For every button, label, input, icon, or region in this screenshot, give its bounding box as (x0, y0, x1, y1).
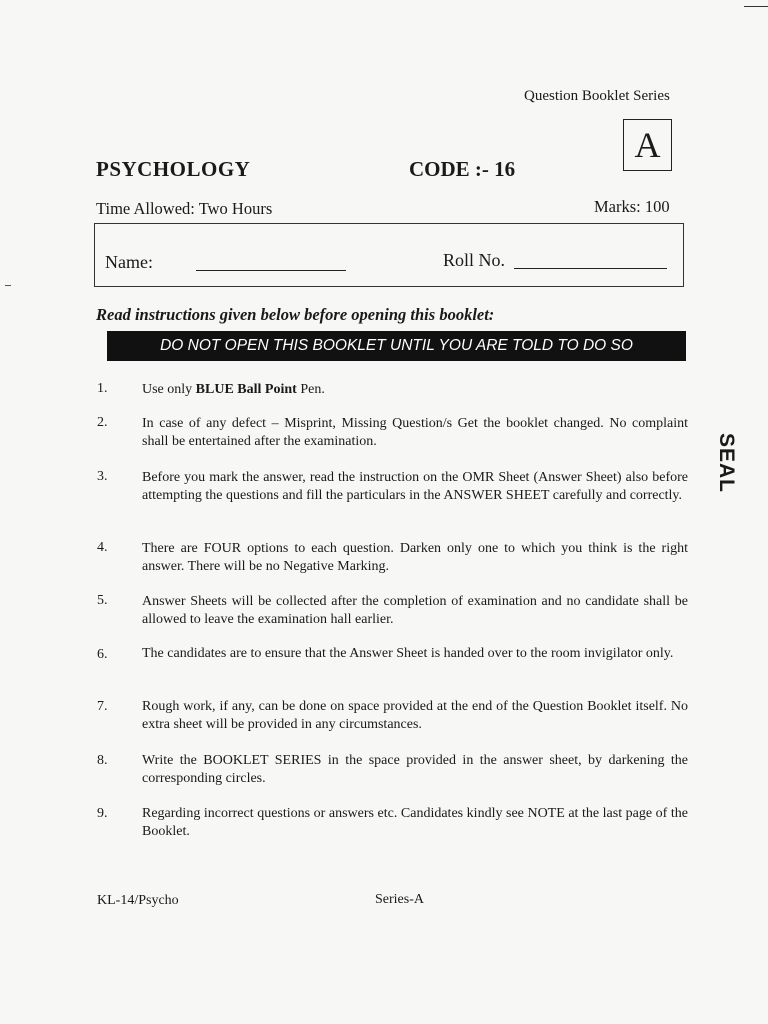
roll-no-field-line[interactable] (514, 268, 667, 269)
instruction-number: 5. (97, 593, 108, 608)
footer-series: Series-A (375, 892, 424, 907)
warning-banner-text: DO NOT OPEN THIS BOOKLET UNTIL YOU ARE TOLD TO DO SO (160, 337, 633, 354)
instruction-text: Answer Sheets will be collected after the completion of examination and no candidate shall be allowed to leave the examination hall earlier. (142, 594, 688, 627)
instruction-text: Write the BOOKLET SERIES in the space provided in the answer sheet, by darkening the corresponding circles. (142, 753, 688, 786)
instruction-number: 8. (97, 753, 108, 768)
instruction-text-part: Use only (142, 382, 196, 397)
instruction-number: 4. (97, 540, 108, 555)
instruction-text: The candidates are to ensure that the Answer Sheet is handed over to the room invigilator only. (142, 646, 674, 661)
instruction-number: 1. (97, 381, 108, 396)
instruction-text-part: Pen. (296, 382, 325, 397)
instruction-text: Rough work, if any, can be done on space provided at the end of the Question Booklet itself. No extra sheet will be provided in any circumstances. (142, 699, 688, 732)
warning-banner (107, 331, 686, 361)
instructions-heading: Read instructions given below before opening this booklet: (96, 305, 495, 324)
time-allowed: Time Allowed: Two Hours (96, 199, 273, 218)
name-field-line[interactable] (196, 270, 346, 271)
instruction-number: 6. (97, 647, 108, 662)
footer-booklet-id: KL-14/Psycho (97, 893, 179, 908)
subject-title: PSYCHOLOGY (96, 157, 251, 181)
name-label: Name: (105, 252, 153, 272)
instruction-text: In case of any defect – Misprint, Missing Question/s Get the booklet changed. No complaint shall be entertained after the examination. (142, 416, 688, 449)
exam-code: CODE :- 16 (409, 157, 516, 181)
instruction-number: 7. (97, 699, 108, 714)
seal-stamp: SEAL (715, 433, 738, 494)
series-label: Question Booklet Series (524, 88, 670, 104)
instruction-text: Regarding incorrect questions or answers etc. Candidates kindly see NOTE at the last page of the Booklet. (142, 806, 688, 839)
total-marks: Marks: 100 (594, 197, 670, 216)
roll-no-label: Roll No. (443, 250, 506, 270)
series-letter-box: A (623, 119, 672, 171)
instruction-number: 9. (97, 806, 108, 821)
page-edge-mark (744, 6, 768, 7)
candidate-details-box (94, 223, 684, 287)
instruction-number: 3. (97, 469, 108, 484)
page-edge-mark (5, 285, 11, 286)
instruction-bold-part: BLUE Ball Point (195, 382, 297, 397)
instruction-text (142, 381, 688, 399)
instruction-text: There are FOUR options to each question. Darken only one to which you think is the right answer. There will be no Negative Marking. (142, 541, 688, 574)
instruction-number: 2. (97, 415, 108, 430)
instruction-text: Before you mark the answer, read the instruction on the OMR Sheet (Answer Sheet) also before attempting the questions and fill the particulars in the ANSWER SHEET carefully and correctly. (142, 470, 688, 503)
